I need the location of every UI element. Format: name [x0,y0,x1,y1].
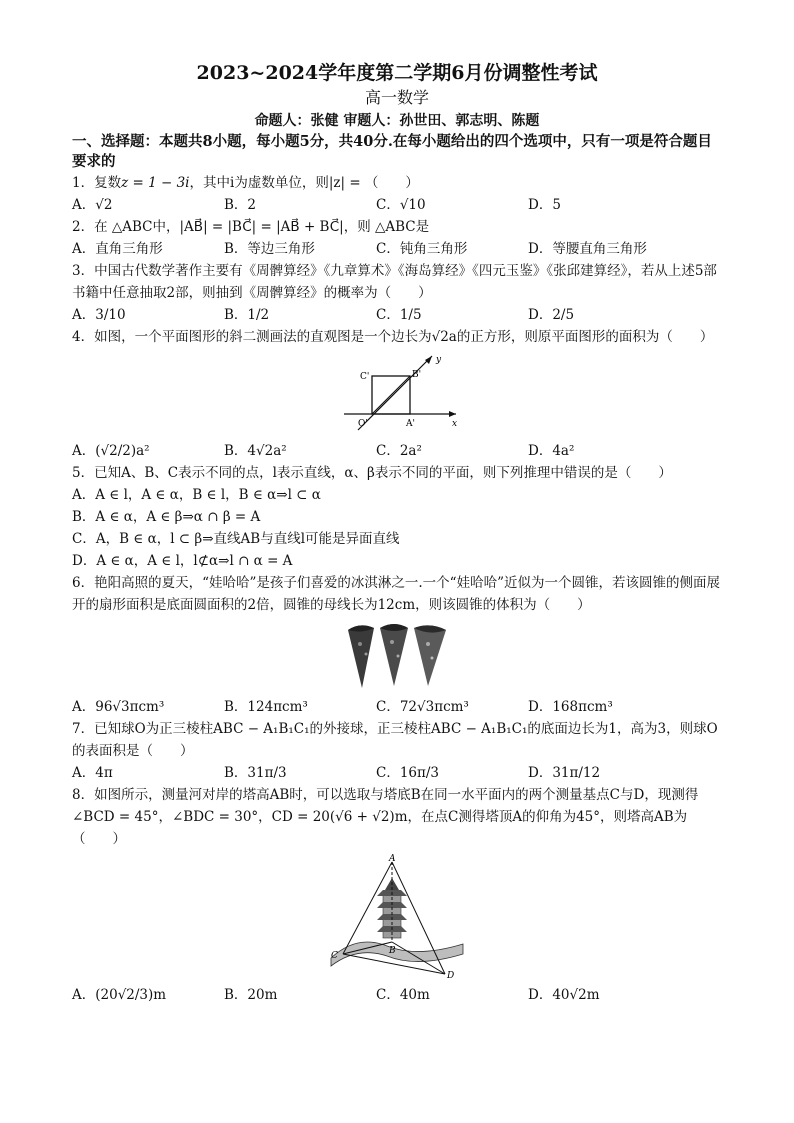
question-2: 2．在 △ABC中，|AB⃗| = |BC⃗| = |AB⃗ + BC⃗|，则 △ABC是 [72,219,430,235]
q2-option-b[interactable]: B．等边三角形 [224,241,315,257]
q7-option-b[interactable]: B．31π/3 [224,765,287,781]
exam-authors: 命题人：张健 审题人：孙世田、郭志明、陈题 [254,113,540,129]
q4-options [72,440,722,462]
exam-page [72,58,722,1006]
q8-option-c[interactable]: C．40m [376,987,430,1003]
q6-option-b[interactable]: B．124πcm³ [224,699,308,715]
q1-pre: 1．复数 [72,175,122,191]
q1-options [72,194,722,216]
label-a-prime: A' [406,419,415,429]
question-4: 4．如图，一个平面图形的斜二测画法的直观图是一个边长为√2a的正方形，则原平面图形的面积为（ ） [72,329,714,345]
q3-options [72,304,722,326]
label-d: D [447,971,455,980]
q6-options [72,696,722,718]
label-b-prime: B' [412,370,422,380]
label-x-axis: x [452,419,458,429]
q1-option-d[interactable]: D．5 [528,197,561,213]
cone-icon [414,625,446,686]
question-6: 6．艳阳高照的夏天，“娃哈哈”是孩子们喜爱的冰淇淋之一.一个“娃哈哈”近似为一个圆锥，若该圆锥的侧面展开的扇形面积是底面圆面积的2倍，圆锥的母线长为12cm，则该圆锥的体积为（ ） [72,575,720,613]
q8-option-b[interactable]: B．20m [224,987,278,1003]
q7-option-a[interactable]: A．4π [72,765,113,781]
q1-option-a[interactable]: A．√2 [72,197,113,213]
q2-option-d[interactable]: D．等腰直角三角形 [528,241,647,257]
label-c: C [331,951,338,961]
label-b: B [389,946,396,956]
label-c-prime: C' [360,372,370,382]
q4-option-c[interactable]: C．2a² [376,443,422,459]
q1-option-c[interactable]: C．√10 [376,197,426,213]
q8-option-d[interactable]: D．40√2m [528,987,600,1003]
label-a: A [389,854,396,864]
q1-option-b[interactable]: B．2 [224,197,257,213]
question-5: 5．已知A、B、C表示不同的点，l表示直线，α、β表示不同的平面，则下列推理中错误的是（ ） [72,465,672,481]
q5-option-c[interactable]: C．A，B ∈ α，l ⊂ β⇒直线AB与直线l可能是异面直线 [72,531,400,547]
q3-option-b[interactable]: B．1/2 [224,307,270,323]
section-heading: 一、选择题：本题共8小题，每小题5分，共40分.在每小题给出的四个选项中，只有一项是符合题目要求的 [72,133,712,170]
oblique-projection-diagram [332,352,462,436]
q8-figure [72,854,722,980]
cone-icon [380,624,408,686]
q7-options [72,762,722,784]
q5-option-b[interactable]: B．A ∈ α，A ∈ β⇒α ∩ β = A [72,509,261,525]
q4-option-b[interactable]: B．4√2a² [224,443,287,459]
q8-options [72,984,722,1006]
q1-eq: z = 1 − 3i [121,175,190,191]
exam-subject: 高一数学 [364,88,429,107]
q3-option-a[interactable]: A．3/10 [72,307,126,323]
question-3: 3．中国古代数学著作主要有《周髀算经》《九章算术》《海岛算经》《四元玉鉴》《张邱建算经》，若从上述5部书籍中任意抽取2部，则抽到《周髀算经》的概率为（ ） [72,263,717,301]
label-y-axis: y [436,355,442,365]
q6-option-d[interactable]: D．168πcm³ [528,699,613,715]
q3-option-c[interactable]: C．1/5 [376,307,422,323]
exam-title: 2023~2024学年度第二学期6月份调整性考试 [196,62,598,84]
question-1 [72,172,722,194]
q7-option-c[interactable]: C．16π/3 [376,765,440,781]
q6-option-c[interactable]: C．72√3πcm³ [376,699,469,715]
q4-option-d[interactable]: D．4a² [528,443,575,459]
q6-option-a[interactable]: A．96√3πcm³ [72,699,165,715]
q3-option-d[interactable]: D．2/5 [528,307,575,323]
q5-option-d[interactable]: D．A ∈ α，A ∈ l，l⊄α⇒l ∩ α = A [72,553,293,569]
q4-figure [72,352,722,436]
question-7: 7．已知球O为正三棱柱ABC − A₁B₁C₁的外接球，正三棱柱ABC − A₁B₁C₁的底面边长为1，高为3，则球O的表面积是（ ） [72,721,718,759]
q7-option-d[interactable]: D．31π/12 [528,765,601,781]
q2-option-c[interactable]: C．钝角三角形 [376,241,468,257]
q2-option-a[interactable]: A．直角三角形 [72,241,163,257]
q2-options [72,238,722,260]
q6-figure [72,620,722,692]
q4-option-a[interactable]: A．(√2/2)a² [72,443,150,459]
label-o-prime: O' [358,419,368,429]
q5-option-a[interactable]: A．A ∈ l，A ∈ α，B ∈ l，B ∈ α⇒l ⊂ α [72,487,321,503]
ice-cream-cones-image [342,620,452,692]
cone-icon [348,625,374,688]
question-8: 8．如图所示，测量河对岸的塔高AB时，可以选取与塔底B在同一水平面内的两个测量基点C与D，现测得∠BCD = 45°，∠BDC = 30°，CD = 20(√6 + √2)m，在点C测得塔顶A的仰角为45°，则塔高AB为（ ） [72,787,699,847]
q1-mid: ，其中i为虚数单位，则|z| = （ ） [189,175,419,191]
q8-option-a[interactable]: A．(20√2/3)m [72,987,167,1003]
tower-measurement-diagram [327,854,467,980]
